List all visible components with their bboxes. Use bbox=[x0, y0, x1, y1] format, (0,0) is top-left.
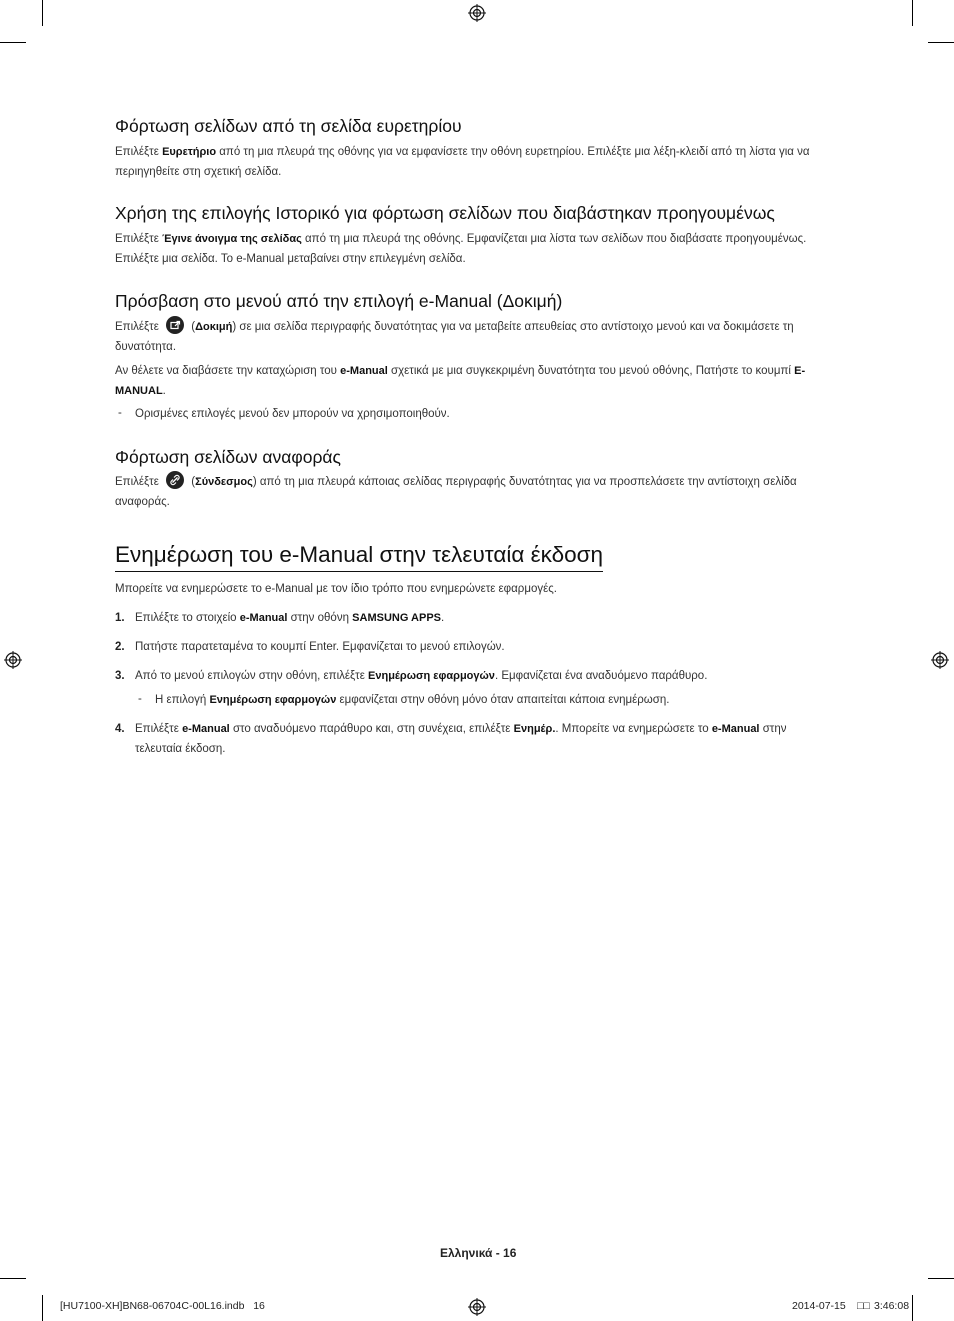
crop-mark bbox=[912, 0, 913, 26]
crop-mark bbox=[0, 42, 26, 43]
intro-paragraph: Μπορείτε να ενημερώσετε το e-Manual με τον ίδιο τρόπο που ενημερώνετε εφαρμογές. bbox=[115, 583, 557, 595]
paragraph-index: Επιλέξτε Ευρετήριο από τη μια πλευρά της οθόνης για να εμφανίσετε την οθόνη ευρετηρίου. Επιλέξτε μια λέξη-κλειδί από τη λίστα για να περιηγηθείτε στη σχετική σελίδα. bbox=[115, 146, 810, 178]
note-text: Ορισμένες επιλογές μενού δεν μπορούν να χρησιμοποιηθούν. bbox=[135, 408, 450, 420]
section-heading-index: Φόρτωση σελίδων από τη σελίδα ευρετηρίου bbox=[115, 116, 462, 136]
step-text: Πατήστε παρατεταμένα το κουμπί Enter. Εμφανίζεται το μενού επιλογών. bbox=[135, 641, 505, 653]
crop-mark bbox=[0, 1278, 26, 1279]
section-heading-reference: Φόρτωση σελίδων αναφοράς bbox=[115, 447, 341, 467]
step-note: Η επιλογή Ενημέρωση εφαρμογών εμφανίζεται στην οθόνη μόνο όταν απαιτείται κάποια ενημέρωση. bbox=[155, 694, 670, 706]
try-now-icon bbox=[166, 316, 184, 334]
paragraph-history: Επιλέξτε Έγινε άνοιγμα της σελίδας από τη μια πλευρά της οθόνης. Εμφανίζεται μια λίστα των σελίδων που διαβάσατε προηγουμένως. Επιλέξτε μια σελίδα. Το e-Manual μεταβαίνει στην επιλεγμένη σελίδα. bbox=[115, 233, 807, 265]
registration-mark-icon bbox=[468, 4, 486, 22]
page-number: Ελληνικά - 16 bbox=[440, 1246, 517, 1260]
crop-mark bbox=[42, 1295, 43, 1321]
step-number: 1. bbox=[115, 612, 125, 624]
paragraph-emanual-button: Αν θέλετε να διαβάσετε την καταχώριση του e-Manual σχετικά με μια συγκεκριμένη δυνατότητα του μενού οθόνης, Πατήστε το κουμπί E-MANUAL. bbox=[115, 365, 806, 397]
step-text: Επιλέξτε το στοιχείο e-Manual στην οθόνη SAMSUNG APPS. bbox=[135, 612, 445, 624]
page-title: Ενημέρωση του e-Manual στην τελευταία έκδοση bbox=[115, 541, 603, 572]
step-text: Επιλέξτε e-Manual στο αναδυόμενο παράθυρο και, στη συνέχεια, επιλέξτε Ενημέρ.. Μπορείτε να ενημερώσετε το e-Manual στην τελευταία έκδοση. bbox=[135, 723, 787, 755]
registration-mark-icon bbox=[468, 1298, 486, 1316]
note-dash: - bbox=[118, 407, 122, 419]
step-number: 3. bbox=[115, 670, 125, 682]
crop-mark bbox=[928, 42, 954, 43]
step-text: Από το μενού επιλογών στην οθόνη, επιλέξτε Ενημέρωση εφαρμογών. Εμφανίζεται ένα αναδυόμενο παράθυρο. bbox=[135, 670, 708, 682]
crop-mark bbox=[928, 1278, 954, 1279]
print-date: 2014-07-15 bbox=[792, 1300, 846, 1312]
link-icon bbox=[166, 471, 184, 489]
registration-mark-icon bbox=[4, 651, 22, 669]
print-time: 3:46:08 bbox=[874, 1300, 910, 1312]
section-heading-history: Χρήση της επιλογής Ιστορικό για φόρτωση σελίδων που διαβάστηκαν προηγουμένως bbox=[115, 203, 775, 223]
paragraph-reference: Επιλέξτε (Σύνδεσμος) από τη μια πλευρά κάποιας σελίδας περιγραφής δυνατότητας για να προσπελάσετε την αντίστοιχη σελίδα αναφοράς. bbox=[115, 473, 835, 512]
registration-mark-icon bbox=[931, 651, 949, 669]
crop-mark bbox=[912, 1295, 913, 1321]
crop-mark bbox=[42, 0, 43, 26]
file-info: [HU7100-XH]BN68-06704C-00L16.indb 16 bbox=[60, 1300, 265, 1312]
section-heading-try-now: Πρόσβαση στο μενού από την επιλογή e-Manual (Δοκιμή) bbox=[115, 291, 563, 311]
paragraph-try-now: Επιλέξτε (Δοκιμή) σε μια σελίδα περιγραφής δυνατότητας για να μεταβείτε απευθείας στο αντίστοιχο μενού και να δοκιμάσετε τη δυνατότητα. bbox=[115, 318, 835, 357]
step-number: 2. bbox=[115, 641, 125, 653]
print-time-glyphs: □□ bbox=[857, 1300, 870, 1312]
note-dash: - bbox=[138, 693, 142, 705]
step-number: 4. bbox=[115, 723, 125, 735]
